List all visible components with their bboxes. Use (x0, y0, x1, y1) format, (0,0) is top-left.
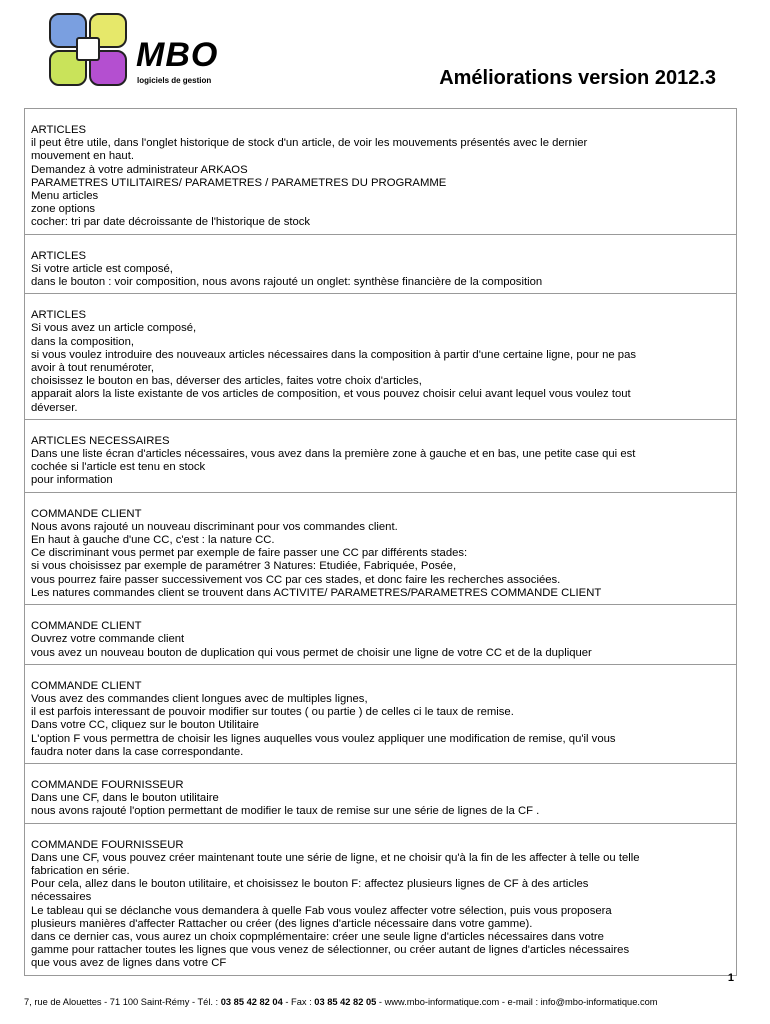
section-line: Dans votre CC, cliquez sur le bouton Utilitaire (31, 719, 259, 732)
section-row (25, 493, 736, 605)
section-line: nous avons rajouté l'option permettant de modifier le taux de remise sur une série de lignes de la CF . (31, 805, 540, 818)
section-line: Les natures commandes client se trouvent dans ACTIVITE/ PARAMETRES/PARAMETRES COMMANDE CLIENT (31, 586, 602, 599)
section-line: Vous avez des commandes client longues avec de multiples lignes, (31, 692, 368, 705)
section-line: si vous choisissez par exemple de paramétrer 3 Natures: Etudiée, Fabriquée, Posée, (31, 560, 457, 573)
section-line: vous pourrez faire passer successivement vos CC par ces stades, et donc faire les recherches associées. (31, 573, 561, 586)
section-line: Demandez à votre administrateur ARKAOS (31, 163, 248, 176)
footer-address: 7, rue de Alouettes - 71 100 Saint-Rémy - Tél. : (24, 997, 221, 1007)
section-heading: ARTICLES (31, 309, 87, 322)
logo-tagline: logiciels de gestion (137, 76, 212, 85)
section-line: zone options (31, 203, 96, 216)
section-line: Ce discriminant vous permet par exemple de faire passer une CC par différents stades: (31, 547, 468, 560)
section-line: apparait alors la liste existante de vos articles de composition, et vous pouvez choisir celui avant lequel vous voulez tout (31, 388, 631, 401)
section-heading: ARTICLES NECESSAIRES (31, 434, 170, 447)
section-line: Nous avons rajouté un nouveau discriminant pour vos commandes client. (31, 520, 398, 533)
section-line: plusieurs manières d'affecter Rattacher ou créer (des lignes d'article nécessaire dans votre gamme). (31, 917, 533, 930)
section-line: Menu articles (31, 190, 99, 203)
section-line: dans la composition, (31, 335, 134, 348)
logo-name: MBO (136, 36, 219, 74)
improvements-table (24, 108, 737, 976)
section-row (25, 764, 736, 824)
section-line: PARAMETRES UTILITAIRES/ PARAMETRES / PARAMETRES DU PROGRAMME (31, 176, 447, 189)
section-line: Ouvrez votre commande client (31, 633, 185, 646)
section-heading: COMMANDE CLIENT (31, 679, 142, 692)
section-line: Dans une CF, dans le bouton utilitaire (31, 792, 219, 805)
document-title: Améliorations version 2012.3 (439, 67, 716, 89)
section-heading: COMMANDE CLIENT (31, 507, 142, 520)
section-line: nécessaires (31, 891, 92, 904)
section-line: il peut être utile, dans l'onglet historique de stock d'un article, de voir les mouvements présentés avec le dernier (31, 137, 588, 150)
section-heading: ARTICLES (31, 249, 87, 262)
mbo-logo-icon (46, 12, 138, 90)
section-line: L'option F vous permettra de choisir les lignes auquelles vous voulez appliquer une modification de remise, qu'il vous (31, 732, 616, 745)
footer-contact (24, 996, 658, 1008)
section-row (25, 109, 736, 235)
section-line: mouvement en haut. (31, 150, 134, 163)
section-heading: ARTICLES (31, 124, 87, 136)
section-line: si vous voulez introduire des nouveaux articles nécessaires dans la composition à partir d'une certaine ligne, pour ne pas (31, 348, 637, 361)
section-line: choisissez le bouton en bas, déverser des articles, faites votre choix d'articles, (31, 375, 422, 388)
section-row (25, 824, 736, 976)
section-line: Pour cela, allez dans le bouton utilitaire, et choisissez le bouton F: affectez plusieurs lignes de CF à des articles (31, 878, 589, 891)
section-line: Le tableau qui se déclanche vous demandera à quelle Fab vous voulez affecter votre sélection, puis vous proposera (31, 904, 612, 917)
section-line: Dans une CF, vous pouvez créer maintenant toute une série de ligne, et ne choisir qu'à la fin de les affecter à telle ou telle (31, 851, 640, 864)
section-heading: COMMANDE FOURNISSEUR (31, 778, 184, 791)
footer-fax: 03 85 42 82 05 (314, 997, 377, 1007)
section-heading: COMMANDE FOURNISSEUR (31, 838, 184, 851)
section-line: avoir à tout renuméroter, (31, 362, 155, 375)
section-line: cochée si l'article est tenu en stock (31, 461, 206, 474)
section-row (25, 420, 736, 493)
section-row (25, 605, 736, 665)
section-line: cocher: tri par date décroissante de l'historique de stock (31, 216, 311, 229)
page-number: 1 (727, 972, 734, 984)
section-row (25, 294, 736, 420)
section-line: En haut à gauche d'une CC, c'est : la nature CC. (31, 534, 275, 547)
section-line: faudra noter dans la case correspondante. (31, 745, 244, 758)
section-line: fabrication en série. (31, 864, 130, 877)
section-line: dans le bouton : voir composition, nous avons rajouté un onglet: synthèse financière de la composition (31, 276, 543, 289)
section-line: il est parfois interessant de pouvoir modifier sur toutes ( ou partie ) de celles ci le taux de remise. (31, 706, 514, 719)
footer-phone: 03 85 42 82 04 (220, 997, 283, 1007)
section-row (25, 665, 736, 764)
section-line: vous avez un nouveau bouton de duplication qui vous permet de choisir une ligne de votre CC et de la dupliquer (31, 646, 592, 659)
footer-web-email: - www.mbo-informatique.com - e-mail : info@mbo-informatique.com (376, 997, 658, 1007)
section-line: pour information (31, 474, 113, 487)
mbo-logo (46, 12, 246, 90)
section-row (25, 235, 736, 295)
section-heading: COMMANDE CLIENT (31, 620, 142, 633)
section-line: déverser. (31, 401, 78, 414)
section-line: gamme pour rattacher toutes les lignes que vous venez de sélectionner, ou créer autant de lignes d'articles nécessaires (31, 944, 630, 957)
section-line: que vous avez de lignes dans votre CF (31, 957, 227, 970)
section-line: dans ce dernier cas, vous aurez un choix copmplémentaire: créer une seule ligne d'articles nécessaires dans votre (31, 930, 604, 943)
footer-fax-label: - Fax : (282, 997, 315, 1007)
section-line: Si vous avez un article composé, (31, 322, 197, 335)
section-line: Dans une liste écran d'articles nécessaires, vous avez dans la première zone à gauche et en bas, une petite case qui est (31, 448, 636, 461)
section-line: Si votre article est composé, (31, 262, 173, 275)
